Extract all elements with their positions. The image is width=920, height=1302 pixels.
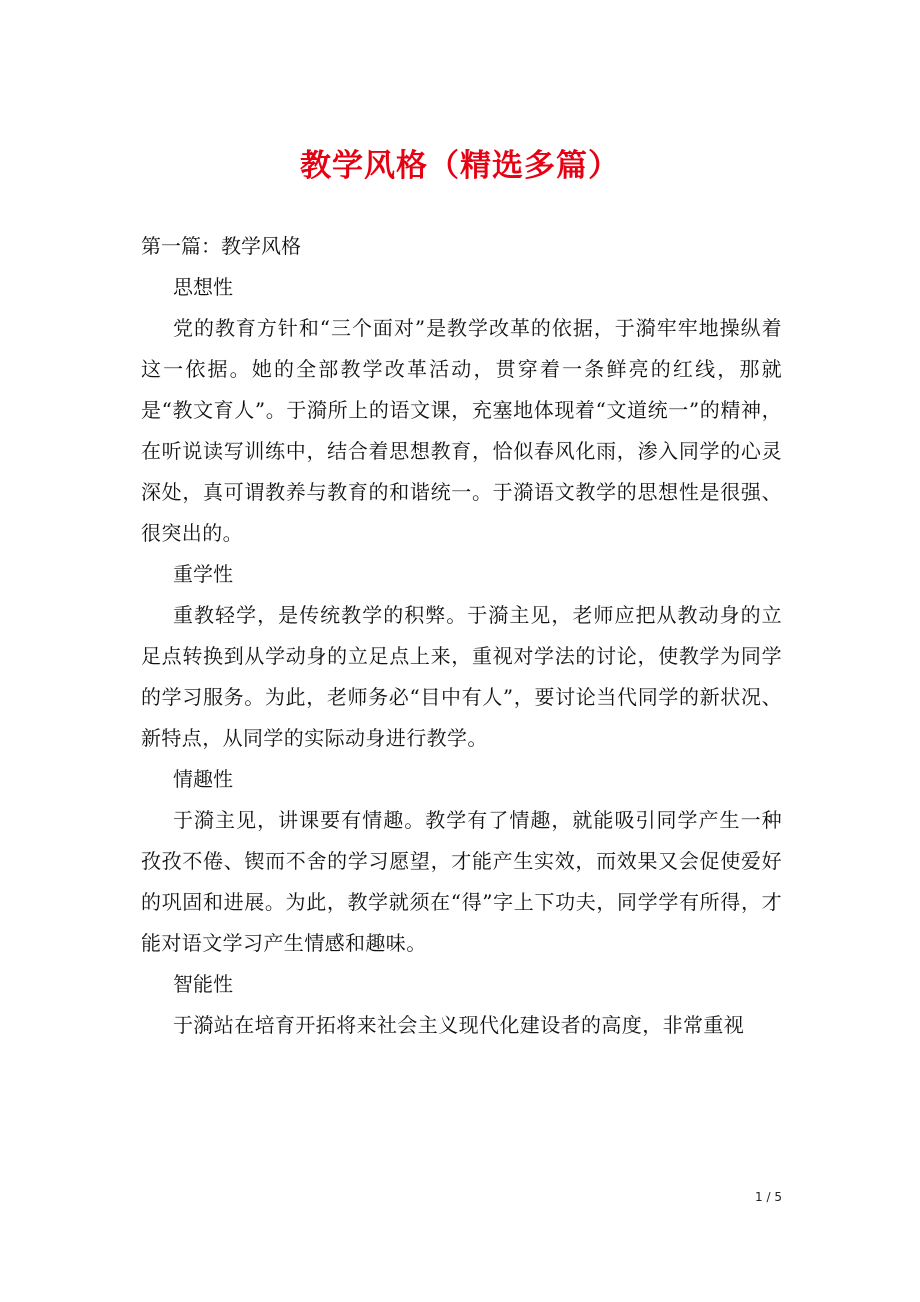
paragraph-sixiangxing: 党的教育方针和“三个面对”是教学改革的依据，于漪牢牢地操纵着这一依据。她的全部教学改革活动，贯穿着一条鲜亮的红线，那就是“教文育人”。于漪所上的语文课，充塞地体现着“文道统一”的精神，在听说读写训练中，结合着思想教育，恰似春风化雨，渗入同学的心灵深处，真可谓教养与教育的和谐统一。于漪语文教学的思想性是很强、很突出的。: [141, 316, 782, 545]
paragraph-zhinengxing: 于漪站在培育开拓将来社会主义现代化建设者的高度，非常重视: [173, 1013, 745, 1037]
section-heading: 第一篇：教学风格: [141, 234, 301, 258]
document-body: [141, 226, 782, 1046]
subheading-zhongxuexing: 重学性: [173, 562, 233, 586]
paragraph-qingquxing: 于漪主见，讲课要有情趣。教学有了情趣，就能吸引同学产生一种孜孜不倦、锲而不舍的学习愿望，才能产生实效，而效果又会促使爱好的巩固和进展。为此，教学就须在“得”字上下功夫，同学学有所得，才能对语文学习产生情感和趣味。: [141, 808, 782, 955]
subheading-sixiangxing: 思想性: [173, 275, 233, 299]
document-title: 教学风格（精选多篇）: [300, 148, 620, 184]
paragraph-zhongxuexing: 重教轻学，是传统教学的积弊。于漪主见，老师应把从教动身的立足点转换到从学动身的立足点上来，重视对学法的讨论，使教学为同学的学习服务。为此，老师务必“目中有人”，要讨论当代同学的新状况、新特点，从同学的实际动身进行教学。: [141, 603, 782, 750]
page-number: 1 / 5: [755, 1190, 782, 1204]
subheading-zhinengxing: 智能性: [173, 972, 233, 996]
subheading-qingquxing: 情趣性: [173, 767, 233, 791]
